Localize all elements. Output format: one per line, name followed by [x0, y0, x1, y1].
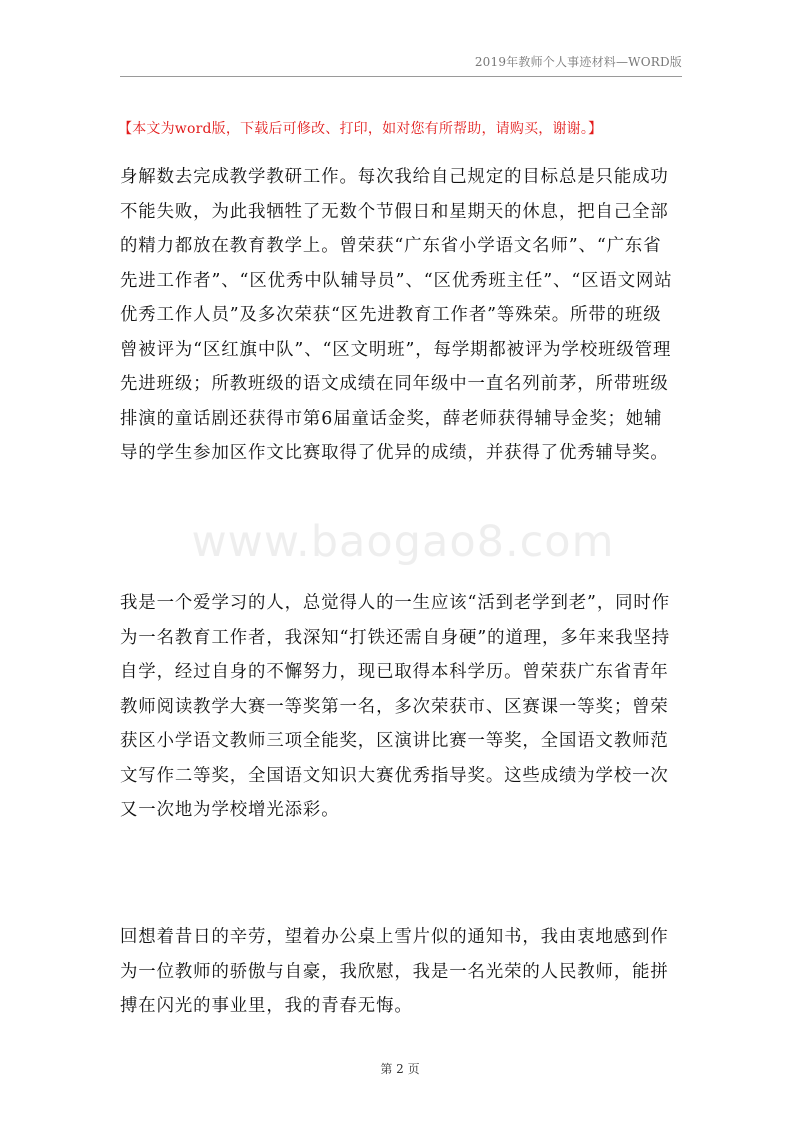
- text-line: 文写作二等奖，全国语文知识大赛优秀指导奖。这些成绩为学校一次: [120, 765, 669, 786]
- text-line: 为一位教师的骄傲与自豪，我欣慰，我是一名光荣的人民教师，能拼: [120, 961, 669, 982]
- text-line: 教师阅读教学大赛一等奖第一名，多次荣获市、区赛课一等奖；曾荣: [120, 696, 669, 717]
- text-line: 曾被评为“区红旗中队”、“区文明班”，每学期都被评为学校班级管理: [120, 339, 672, 360]
- text-line: 不能失败，为此我牺牲了无数个节假日和星期天的休息，把自己全部: [120, 201, 669, 222]
- text-line: 获区小学语文教师三项全能奖，区演讲比赛一等奖，全国语文教师范: [120, 731, 669, 751]
- download-notice: 【本文为word版，下载后可修改、打印，如对您有所帮助，请购买，谢谢。】: [118, 121, 603, 137]
- paragraph-learning: [120, 586, 686, 828]
- text-line: 又一次地为学校增光添彩。: [120, 800, 340, 820]
- text-line: 先进班级；所教班级的语文成绩在同年级中一直名列前茅，所带班级: [120, 374, 669, 394]
- text-line: 身解数去完成教学教研工作。每次我给自己规定的目标总是只能成功: [120, 167, 669, 187]
- text-line: 为一名教育工作者，我深知“打铁还需自身硬”的道理，多年来我坚持: [120, 627, 671, 648]
- text-line: 优秀工作人员”及多次荣获“区先进教育工作者”等殊荣。所带的班级: [120, 305, 662, 325]
- paragraph-achievements: [120, 160, 686, 471]
- text-line: 我是一个爱学习的人，总觉得人的一生应该“活到老学到老”，同时作: [120, 593, 671, 613]
- text-line: 先进工作者”、“区优秀中队辅导员”、“区优秀班主任”、“区语文网站: [120, 270, 673, 291]
- paragraph-reflection: [120, 920, 686, 1024]
- text-line: 回想着昔日的辛劳，望着办公桌上雪片似的通知书，我由衷地感到作: [120, 927, 669, 947]
- text-line: 的精力都放在教育教学上。曾荣获“广东省小学语文名师”、“广东省: [120, 236, 662, 256]
- watermark: www.baogao8.com: [191, 517, 615, 567]
- page-header: [120, 50, 682, 77]
- text-line: 搏在闪光的事业里，我的青春无悔。: [120, 996, 413, 1016]
- text-line: 自学，经过自身的不懈努力，现已取得本科学历。曾荣获广东省青年: [120, 662, 669, 682]
- header-title: 2019年教师个人事迹材料—WORD版: [474, 55, 682, 69]
- page-number: 第 2 页: [380, 1062, 420, 1076]
- text-line: 排演的童话剧还获得市第6届童话金奖，薛老师获得辅导金奖；她辅: [120, 408, 663, 429]
- text-line: 导的学生参加区作文比赛取得了优异的成绩，并获得了优秀辅导奖。: [120, 443, 669, 463]
